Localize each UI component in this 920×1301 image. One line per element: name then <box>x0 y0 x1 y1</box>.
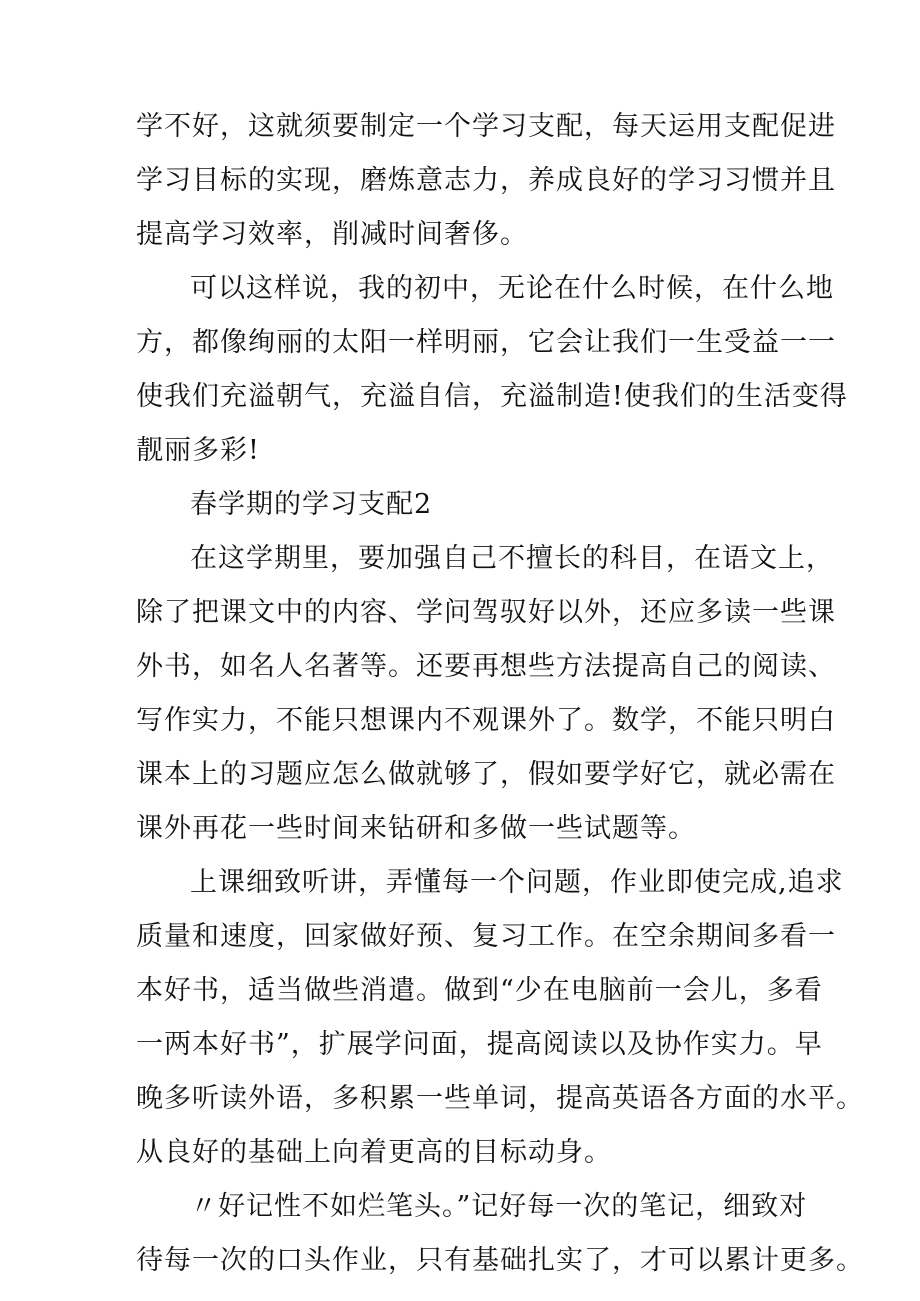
document-body <box>136 100 864 1288</box>
text-line: 方，都像绚丽的太阳一样明丽，它会让我们一生受益一一 <box>136 327 836 358</box>
text-line: 学习目标的实现，磨炼意志力，养成良好的学习习惯并且 <box>136 165 836 196</box>
text-line: 从良好的基础上向着更高的目标动身。 <box>136 1137 612 1168</box>
text-line: 待每一次的口头作业，只有基础扎实了，才可以累计更多。 <box>136 1245 864 1276</box>
text-line: 提高学习效率，削减时间奢侈。 <box>136 219 528 250</box>
text-line: 质量和速度，回家做好预、复习工作。在空余期间多看一 <box>136 921 836 952</box>
paragraph-5 <box>136 1180 864 1288</box>
text-line: 一两本好书”，扩展学问面，提高阅读以及协作实力。早 <box>136 1029 823 1060</box>
text-line: 使我们充溢朝气，充溢自信，充溢制造!使我们的生活变得 <box>136 381 848 412</box>
paragraph-2 <box>136 262 848 478</box>
text-line: 在这学期里，要加强自己不擅长的科目，在语文上， <box>190 543 834 574</box>
text-line: 本好书，适当做些消遣。做到“少在电脑前一会儿，多看 <box>136 975 823 1006</box>
text-line: 课外再花一些时间来钻研和多做一些试题等。 <box>136 813 696 844</box>
paragraph-3 <box>136 532 836 856</box>
text-line: 课本上的习题应怎么做就够了，假如要学好它，就必需在 <box>136 759 836 790</box>
text-line: 〃好记性不如烂笔头。”记好每一次的笔记，细致对 <box>190 1191 808 1222</box>
text-line: 上课细致听讲，弄懂每一个问题，作业即使完成,追求 <box>190 867 844 898</box>
text-line: 学不好，这就须要制定一个学习支配，每天运用支配促进 <box>136 111 836 142</box>
section-title: 春学期的学习支配2 <box>190 489 433 520</box>
text-line: 晚多听读外语，多积累一些单词，提高英语各方面的水平。 <box>136 1083 864 1114</box>
text-line: 写作实力，不能只想课内不观课外了。数学，不能只明白 <box>136 705 836 736</box>
paragraph-4 <box>136 856 864 1180</box>
text-line: 除了把课文中的内容、学问驾驭好以外，还应多读一些课 <box>136 597 836 628</box>
text-line: 可以这样说，我的初中，无论在什么时候，在什么地 <box>190 273 834 304</box>
text-line: 靓丽多彩! <box>136 435 260 466</box>
text-line: 外书，如名人名著等。还要再想些方法提高自己的阅读、 <box>136 651 836 682</box>
paragraph-1 <box>136 100 836 262</box>
